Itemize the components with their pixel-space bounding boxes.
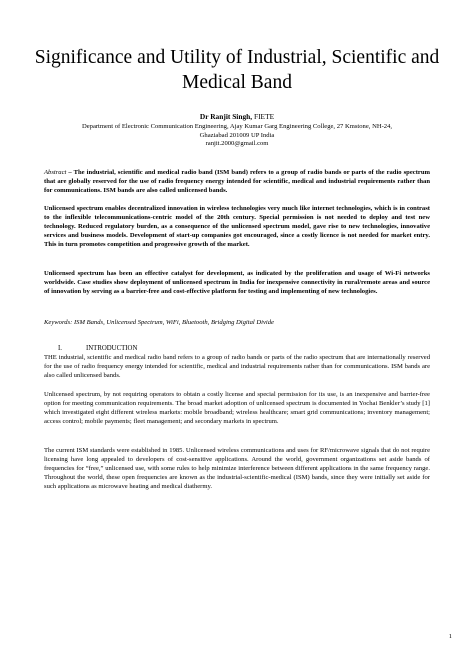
body-paragraph-1: THE industrial, scientific and medical radio band refers to a group of radio bands or parts of the radio spectrum that are internationally reserved for the use of radio frequency energy intended for scientific, medical and industrial requirements rather than for communications. ISM bands are also called unlicensed bands.	[44, 354, 430, 379]
author-name: Dr Ranjit Singh,	[199, 112, 253, 121]
section-number: I.	[58, 345, 62, 352]
body-paragraph-2: Unlicensed spectrum, by not requiring operators to obtain a costly license and special permission for its use, is an inexpensive and barrier-free option for meeting communication requirements. The broad market adoption of unlicensed spectrum is documented in Yochai Benkler’s study [1] which investigated eight different wireless markets: mobile broadband; wireless healthcare; smart grid communications; inventory management; access control; mobile payments; fleet management; and secondary markets in spectrum.	[44, 391, 430, 425]
section-heading	[58, 345, 137, 352]
section-title: INTRODUCTION	[86, 345, 138, 352]
paper-title: Significance and Utility of Industrial, Scientific and Medical Band	[34, 47, 440, 93]
abstract-paragraph-2: Unlicensed spectrum enables decentralized innovation in wireless technologies very much like internet technologies, which is in contrast to the inflexible telecommunications-centric model of the 20th century. Special permission is not needed to deploy and test new technology. Reduced regulatory burden, as a consequence of the unlicensed spectrum model, gave rise to new technologies, innovative services and business models. Development of start-up companies got encouraged, since a costly licence is not needed for market entry. This in turn promotes competition and progressive growth of the market.	[44, 205, 430, 248]
affiliation	[44, 123, 430, 149]
body-paragraph-3: The current ISM standards were established in 1985. Unlicensed wireless communications and uses for RF/microwave signals that do not require licensing have long appealed to developers of cost-sensitive applications. Around the world, government organizations set aside bands of frequencies for “free,” unlicensed use, with some rules to help minimize interference between different applications in the same frequency range. Throughout the world, these open frequencies are known as the industrial-scientific-medical (ISM) bands, since they were initially set aside for such applications as microwave heating and medical diathermy.	[44, 447, 430, 490]
author-suffix: FIETE	[253, 112, 275, 121]
affiliation-line-2: Ghaziabad 201009 UP India	[199, 131, 275, 139]
abstract-paragraph-1	[44, 168, 430, 195]
affiliation-line-1: Department of Electronic Communication Engineering, Ajay Kumar Garg Engineering College, 27 Kmstone, NH-24,	[81, 123, 393, 130]
author-email: ranjit.2000@gmail.com	[205, 140, 269, 148]
keywords: Keywords: ISM Bands, Unlicensed Spectrum, WiFi, Bluetooth, Bridging Digital Divide	[44, 319, 274, 326]
abstract-text-1: – The industrial, scientific and medical radio band (ISM band) refers to a group of radio bands or parts of the radio spectrum that are globally reserved for the use of radio frequency energy intended for scientific, medical and industrial requirements rather than for communications. ISM bands are also called unlicensed bands.	[44, 169, 430, 194]
page-number: 1	[448, 633, 452, 640]
abstract-paragraph-3: Unlicensed spectrum has been an effective catalyst for development, as indicated by the proliferation and usage of Wi-Fi networks worldwide. Case studies show deployment of unlicensed spectrum in India for inexpensive connectivity in rural/remote areas and source of innovation by serving as a barrier-free and cost-effective platform for testing and implementing of new technologies.	[44, 270, 430, 295]
author-line	[30, 112, 444, 121]
abstract-label: Abstract	[44, 169, 67, 176]
